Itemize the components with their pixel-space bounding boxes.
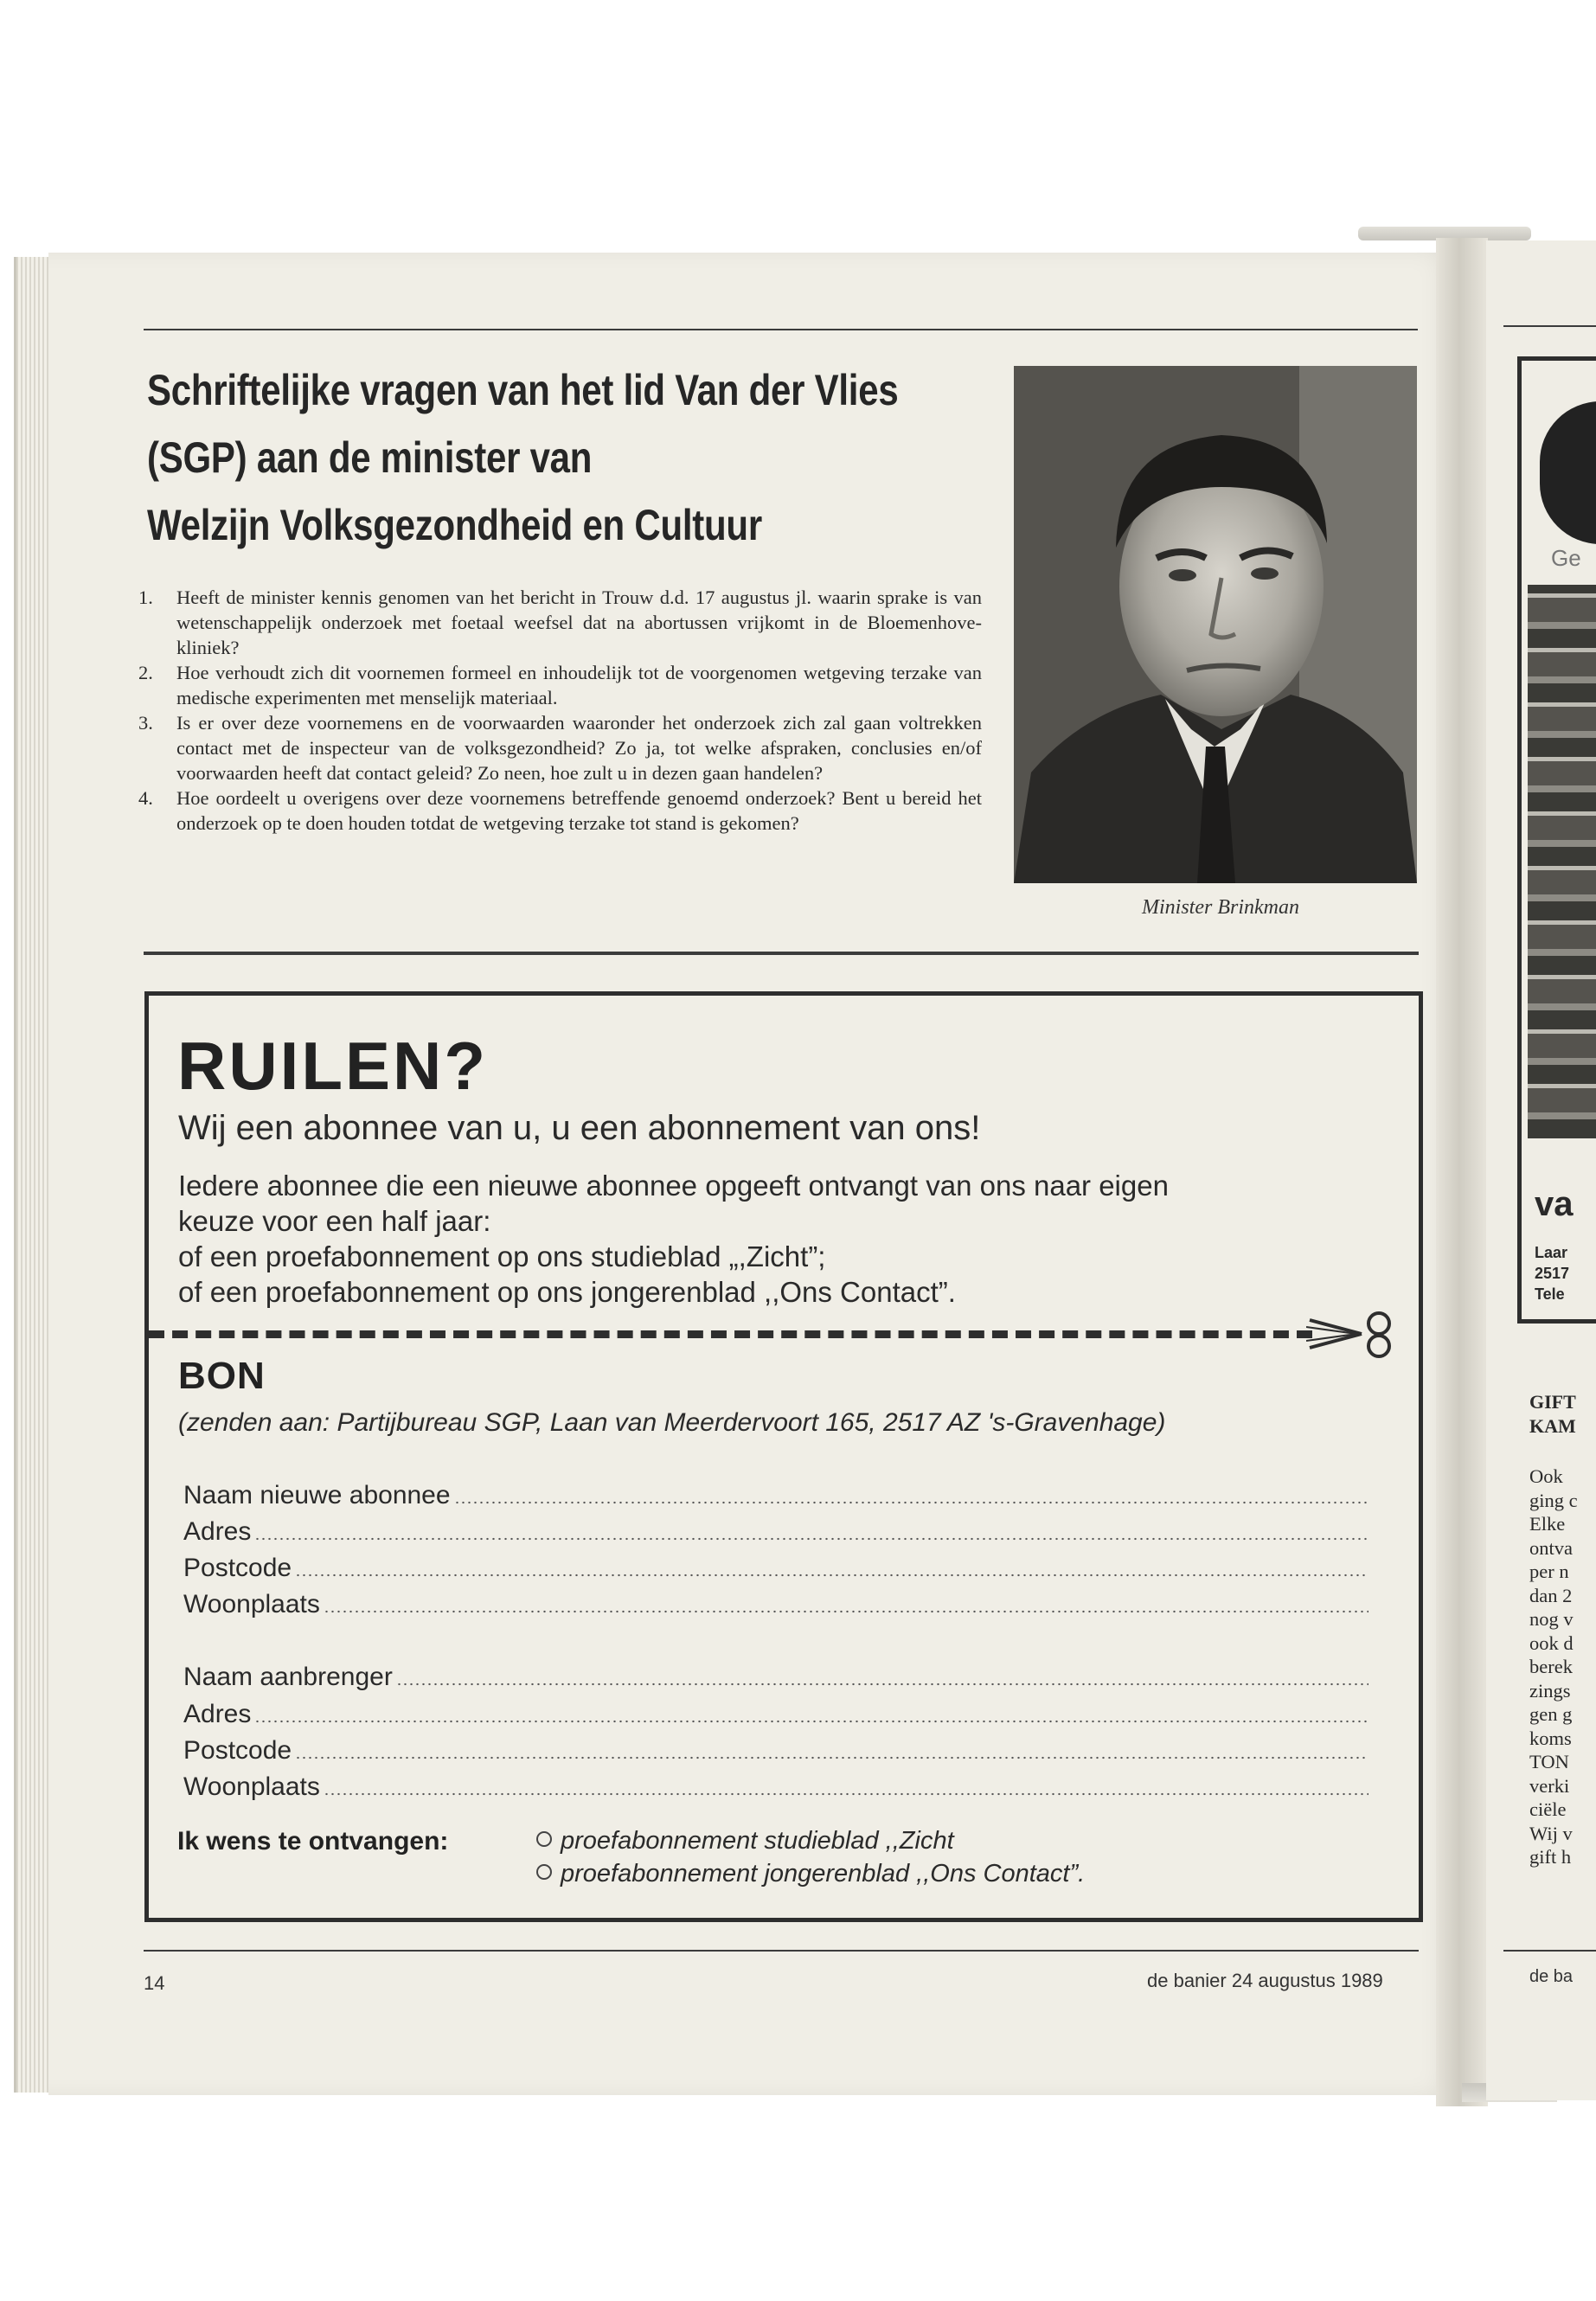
right-text-line: Wij v <box>1529 1822 1573 1844</box>
right-heading: KAM <box>1529 1415 1576 1437</box>
right-text-line: zings <box>1529 1679 1571 1702</box>
right-footer: de ba <box>1529 1967 1574 1986</box>
field-label: Naam aanbrenger <box>183 1663 393 1691</box>
option-studieblad[interactable] <box>536 1827 954 1856</box>
field-woonplaats-aanbrenger[interactable] <box>183 1769 1368 1802</box>
radio-circle-icon[interactable] <box>536 1864 552 1880</box>
right-text-line: gift h <box>1529 1846 1572 1868</box>
question-text: Hoe oordeelt u overigens over deze voornemens betreffende genoemd onderzoek? Bent u bereid het onderzoek op te doen houden totdat de wetgeving terzake tot stand is gekomen? <box>176 787 982 834</box>
right-photo <box>1528 585 1596 1138</box>
right-text-line: Elke <box>1529 1513 1566 1535</box>
right-text-line: koms <box>1529 1727 1572 1749</box>
question-number: 1. <box>138 586 153 608</box>
right-text-line: dan 2 <box>1529 1584 1573 1606</box>
right-footer-rule <box>1503 1950 1596 1952</box>
ad-body <box>178 1168 1389 1310</box>
question-text: Heeft de minister kennis genomen van het bericht in Trouw d.d. 17 augustus jl. waarin sprake is van wetenschappelijk onderzoek met foetaal weefsel dat na abortussen vrijkomt in de Bloemenhove-kliniek? <box>176 586 982 658</box>
right-line: Tele <box>1535 1285 1565 1303</box>
headline-line-3: Welzijn Volksgezondheid en Cultuur <box>147 501 762 549</box>
field-postcode-aanbrenger[interactable] <box>183 1733 1368 1766</box>
field-postcode[interactable] <box>183 1550 1368 1583</box>
right-text-line: per n <box>1529 1561 1569 1582</box>
cut-line <box>149 1330 1312 1338</box>
question-text: Hoe verhoudt zich dit voornemen formeel en inhoudelijk tot de voorgenomen wetgeving terzake van medische experimenten met menselijk materiaal. <box>176 662 982 708</box>
headline-line-1: Schriftelijke vragen van het lid Van der Vlies <box>147 366 899 414</box>
right-text-line: gen g <box>1529 1703 1573 1725</box>
field-label: Adres <box>183 1700 252 1728</box>
dotted-line <box>295 1756 1368 1759</box>
right-text-line: ciële <box>1529 1798 1567 1820</box>
wish-label: Ik wens te ontvangen: <box>177 1827 449 1856</box>
right-text-line: nog v <box>1529 1608 1574 1630</box>
dotted-line <box>324 1792 1368 1796</box>
scissors-icon <box>1306 1308 1401 1360</box>
ad-subtitle: Wij een abonnee van u, u een abonnement van ons! <box>178 1109 981 1147</box>
right-top-rule <box>1503 325 1596 327</box>
right-text-line: berek <box>1529 1656 1573 1677</box>
ad-body-line: Iedere abonnee die een nieuwe abonnee opgeeft ontvangt van ons naar eigen <box>178 1170 1169 1202</box>
portrait-photo <box>1014 366 1417 883</box>
right-va-text: va <box>1535 1185 1574 1223</box>
ad-body-line: of een proefabonnement op ons jongerenblad ,,Ons Contact”. <box>178 1276 956 1308</box>
question-number: 4. <box>138 787 153 809</box>
coupon-title: BON <box>178 1355 266 1397</box>
headline-line-2: (SGP) aan de minister van <box>147 433 593 482</box>
section-rule <box>144 952 1419 955</box>
dotted-line <box>254 1720 1368 1723</box>
page-number: 14 <box>144 1972 165 1994</box>
field-label: Adres <box>183 1517 252 1546</box>
field-adres[interactable] <box>183 1514 1368 1547</box>
article-headline <box>147 356 899 559</box>
option-label: proefabonnement jongerenblad ,,Ons Contact”. <box>561 1860 1086 1888</box>
right-column-text <box>1529 1465 1578 1869</box>
dotted-line <box>396 1682 1368 1686</box>
dotted-line <box>254 1537 1368 1541</box>
portrait-illustration <box>1014 366 1417 883</box>
question-item <box>138 785 982 836</box>
question-list <box>138 585 982 836</box>
right-line: 2517 <box>1535 1265 1570 1282</box>
dotted-line <box>324 1610 1368 1613</box>
right-heading: GIFT <box>1529 1391 1576 1413</box>
option-jongerenblad[interactable] <box>536 1860 1085 1888</box>
right-page <box>1486 240 1596 2100</box>
right-text-line: ook d <box>1529 1631 1574 1654</box>
right-ge-text: Ge <box>1551 545 1581 571</box>
ad-title: RUILEN? <box>177 1028 488 1104</box>
right-line: Laar <box>1535 1244 1568 1261</box>
question-item <box>138 710 982 785</box>
option-label: proefabonnement studieblad ,,Zicht <box>561 1827 954 1855</box>
ad-body-line: of een proefabonnement op ons studieblad „,Zicht”; <box>178 1240 826 1272</box>
book-gutter <box>1436 238 1488 2106</box>
question-text: Is er over deze voornemens en de voorwaarden waaronder het onderzoek zich zal gaan voltrekken contact met de inspecteur van de volksgezondheid? Zo ja, tot welke afspraken, conclusies en/of voorwaarden heeft dat contact geleid? Zo neen, hoe zult u in dezen gaan handelen? <box>176 712 982 784</box>
radio-circle-icon[interactable] <box>536 1831 552 1847</box>
field-label: Postcode <box>183 1736 292 1765</box>
coupon-address: (zenden aan: Partijbureau SGP, Laan van Meerdervoort 165, 2517 AZ 's-Gravenhage) <box>178 1408 1166 1437</box>
field-naam-nieuwe-abonnee[interactable] <box>183 1477 1368 1510</box>
field-adres-aanbrenger[interactable] <box>183 1696 1368 1729</box>
ad-body-line: keuze voor een half jaar: <box>178 1205 491 1237</box>
question-item <box>138 660 982 710</box>
top-rule <box>144 329 1418 330</box>
field-label: Woonplaats <box>183 1590 320 1618</box>
right-text-line: TON <box>1529 1751 1569 1772</box>
right-text-line: Ook <box>1529 1465 1563 1487</box>
field-label: Postcode <box>183 1554 292 1582</box>
right-text-line: ontva <box>1529 1536 1573 1559</box>
publication-date: de banier 24 augustus 1989 <box>1147 1970 1383 1991</box>
field-naam-aanbrenger[interactable] <box>183 1659 1368 1692</box>
field-woonplaats[interactable] <box>183 1586 1368 1619</box>
field-label: Woonplaats <box>183 1772 320 1801</box>
field-label: Naam nieuwe abonnee <box>183 1481 451 1509</box>
question-number: 2. <box>138 662 153 683</box>
footer-rule <box>144 1950 1419 1952</box>
photo-caption: Minister Brinkman <box>1142 896 1299 919</box>
dotted-line <box>295 1574 1368 1577</box>
dotted-line <box>454 1501 1368 1504</box>
right-text-line: verki <box>1529 1774 1570 1797</box>
question-number: 3. <box>138 712 153 734</box>
right-text-line: ging c <box>1529 1489 1578 1511</box>
question-item <box>138 585 982 660</box>
book-page-edges <box>14 257 53 2093</box>
